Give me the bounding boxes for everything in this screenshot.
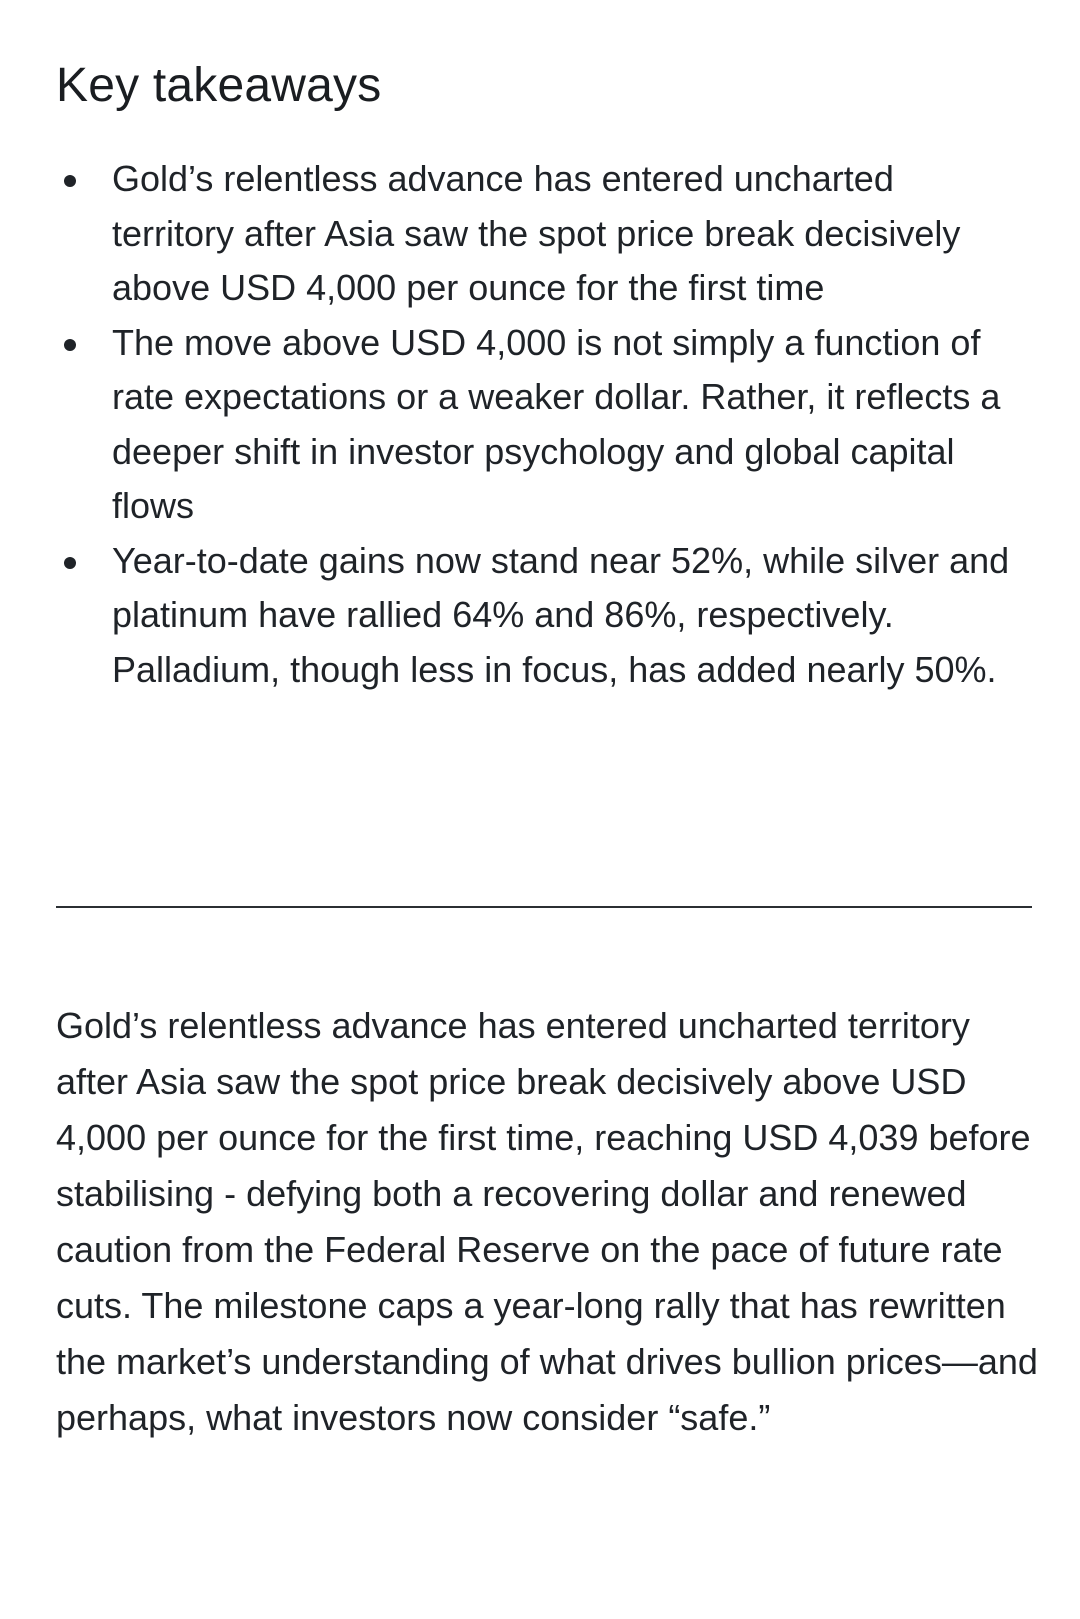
key-takeaways-heading: Key takeaways — [56, 59, 382, 112]
bullet-icon — [64, 175, 76, 187]
takeaway-text: Gold’s relentless advance has entered uncharted territory after Asia saw the spot price break decisively above USD 4,000 per ounce for the first time — [112, 158, 961, 308]
section-divider — [56, 906, 1032, 908]
bullet-icon — [64, 339, 76, 351]
takeaway-text: Year-to-date gains now stand near 52%, while silver and platinum have rallied 64% and 86%, respectively. Palladium, though less in focus, has added nearly 50%. — [112, 539, 1010, 690]
takeaway-item — [56, 534, 1024, 698]
takeaway-text: The move above USD 4,000 is not simply a function of rate expectations or a weaker dollar. Rather, it reflects a deeper shift in investor psychology and global capital flows — [112, 321, 1001, 526]
takeaway-item — [56, 316, 1024, 534]
takeaway-item — [56, 152, 1024, 316]
bullet-icon — [64, 557, 76, 569]
key-takeaways-list — [56, 152, 1024, 697]
article-paragraph: Gold’s relentless advance has entered uncharted territory after Asia saw the spot price break decisively above USD 4,000 per ounce for the first time, reaching USD 4,039 before stabilising - defying both a recovering dollar and renewed caution from the Federal Reserve on the pace of future rate cuts. The milestone caps a year-long rally that has rewritten the market’s understanding of what drives bullion prices—and perhaps, what investors now consider “safe.” — [56, 1005, 1038, 1438]
